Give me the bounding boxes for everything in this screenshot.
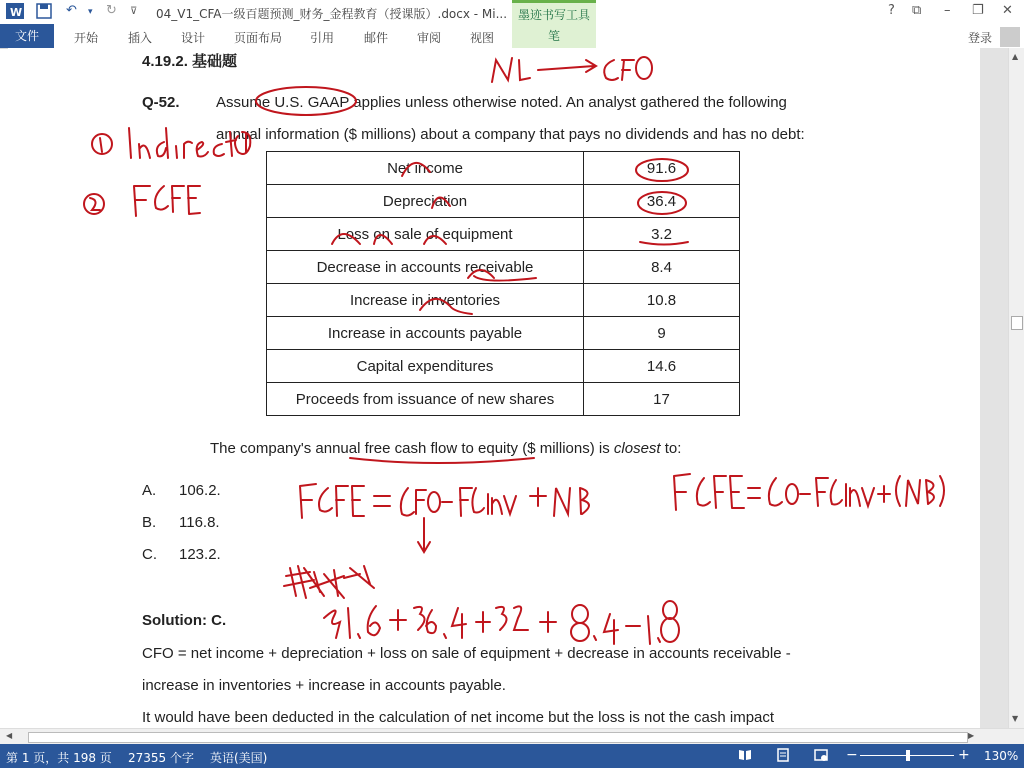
question-number: Q-52. [142, 94, 180, 111]
table-cell-label: Depreciation [267, 185, 584, 218]
word-logo-icon [6, 2, 24, 24]
zoom-slider-handle[interactable] [906, 750, 910, 761]
tab-layout[interactable]: 页面布局 [234, 31, 283, 45]
solution-line-2: increase in inventories + increase in accounts payable. [142, 677, 506, 694]
scroll-up-icon[interactable]: ▲ [1012, 52, 1019, 61]
redo-icon[interactable]: ↻ [106, 3, 117, 18]
page-count[interactable]: 第 1 页，共 198 页 [6, 751, 112, 765]
customize-qat-icon[interactable]: ⊽ [130, 6, 138, 17]
solution-line-1: CFO = net income + depreciation + loss on sale of equipment + decrease in accounts receivable - [142, 645, 791, 662]
table-cell-label: Increase in inventories [267, 284, 584, 317]
ribbon-display-button[interactable]: ⧉ [912, 3, 922, 18]
solution-label: Solution: C. [142, 612, 227, 629]
title-bar [0, 0, 1024, 24]
table-cell-label: Net income [267, 152, 584, 185]
scroll-left-icon[interactable]: ◀ [6, 731, 13, 740]
maximize-button[interactable]: ❐ [972, 3, 984, 18]
minimize-button[interactable]: – [944, 3, 951, 18]
prompt-tail: to: [660, 440, 682, 457]
option-a-letter: A. [142, 482, 157, 499]
zoom-level[interactable]: 130% [984, 749, 1019, 763]
tab-review[interactable]: 审阅 [417, 31, 442, 45]
document-area [14, 48, 1008, 728]
table-cell-label: Proceeds from issuance of new shares [267, 383, 584, 416]
table-cell-label: Increase in accounts payable [267, 317, 584, 350]
table-cell-value: 91.6 [584, 152, 740, 185]
section-heading: 4.19.2. 基础题 [142, 53, 238, 70]
table-cell-value: 36.4 [584, 185, 740, 218]
print-layout-icon[interactable] [776, 748, 790, 765]
language-indicator[interactable]: 英语(美国) [210, 751, 268, 765]
zoom-in-icon[interactable]: + [958, 747, 970, 763]
vertical-scroll-thumb[interactable] [1011, 316, 1023, 330]
solution-line-3: It would have been deducted in the calculation of net income but the loss is not the cash impact [142, 709, 775, 726]
scroll-right-icon[interactable]: ▶ [968, 731, 975, 740]
vertical-scrollbar[interactable] [1008, 48, 1024, 728]
tab-file[interactable]: 文件 [0, 24, 54, 48]
zoom-out-icon[interactable]: − [846, 747, 858, 763]
ribbon-tabs [0, 24, 1024, 49]
question-line-1: Assume U.S. GAAP applies unless otherwise noted. An analyst gathered the following [216, 94, 787, 111]
option-b-value: 116.8. [179, 514, 220, 531]
question-line-2: annual information ($ millions) about a company that pays no dividends and has no debt: [216, 126, 805, 143]
context-tool-title: 墨迹书写工具 [512, 0, 596, 24]
table-cell-label: Capital expenditures [267, 350, 584, 383]
tab-insert[interactable]: 插入 [128, 31, 153, 45]
scroll-down-icon[interactable]: ▼ [1012, 714, 1019, 723]
table-cell-value: 8.4 [584, 251, 740, 284]
document-page [14, 48, 980, 728]
tab-view[interactable]: 视图 [470, 31, 495, 45]
tab-design[interactable]: 设计 [181, 31, 206, 45]
option-a-value: 106.2. [179, 482, 221, 499]
status-bar [0, 744, 1024, 768]
table-cell-value: 10.8 [584, 284, 740, 317]
prompt-emphasis: closest [613, 440, 661, 457]
table-cell-value: 3.2 [584, 218, 740, 251]
table-cell-label: Loss on sale of equipment [267, 218, 584, 251]
table-cell-value: 14.6 [584, 350, 740, 383]
avatar[interactable] [1000, 27, 1020, 47]
tab-home[interactable]: 开始 [74, 31, 99, 45]
table-cell-value: 9 [584, 317, 740, 350]
option-c-value: 123.2. [179, 546, 221, 563]
horizontal-scroll-thumb[interactable] [28, 732, 968, 743]
undo-dropdown-icon[interactable]: ▾ [88, 7, 93, 17]
web-layout-icon[interactable] [814, 748, 828, 765]
option-b-letter: B. [142, 514, 157, 531]
prompt-text: The company's annual free cash flow to equity ($ millions) is [210, 440, 614, 457]
tab-references[interactable]: 引用 [310, 31, 335, 45]
close-button[interactable]: ✕ [1002, 3, 1013, 18]
login-link[interactable]: 登录 [968, 31, 993, 45]
tab-pen[interactable]: 笔 [512, 24, 596, 48]
option-c-letter: C. [142, 546, 157, 563]
table-cell-value: 17 [584, 383, 740, 416]
horizontal-scrollbar[interactable] [0, 728, 1024, 745]
help-button[interactable]: ? [888, 3, 895, 18]
read-mode-icon[interactable] [738, 748, 752, 765]
ink-annotations [14, 48, 980, 728]
svg-text:W: W [10, 6, 23, 19]
undo-icon[interactable]: ↶ [66, 3, 77, 18]
table-cell-label: Decrease in accounts receivable [267, 251, 584, 284]
save-icon[interactable] [36, 3, 52, 23]
document-title: 04_V1_CFA一级百题预测_财务_金程教育（授课版）.docx - Mi... [156, 7, 508, 21]
tab-mailings[interactable]: 邮件 [364, 31, 389, 45]
word-count[interactable]: 27355 个字 [128, 751, 194, 765]
